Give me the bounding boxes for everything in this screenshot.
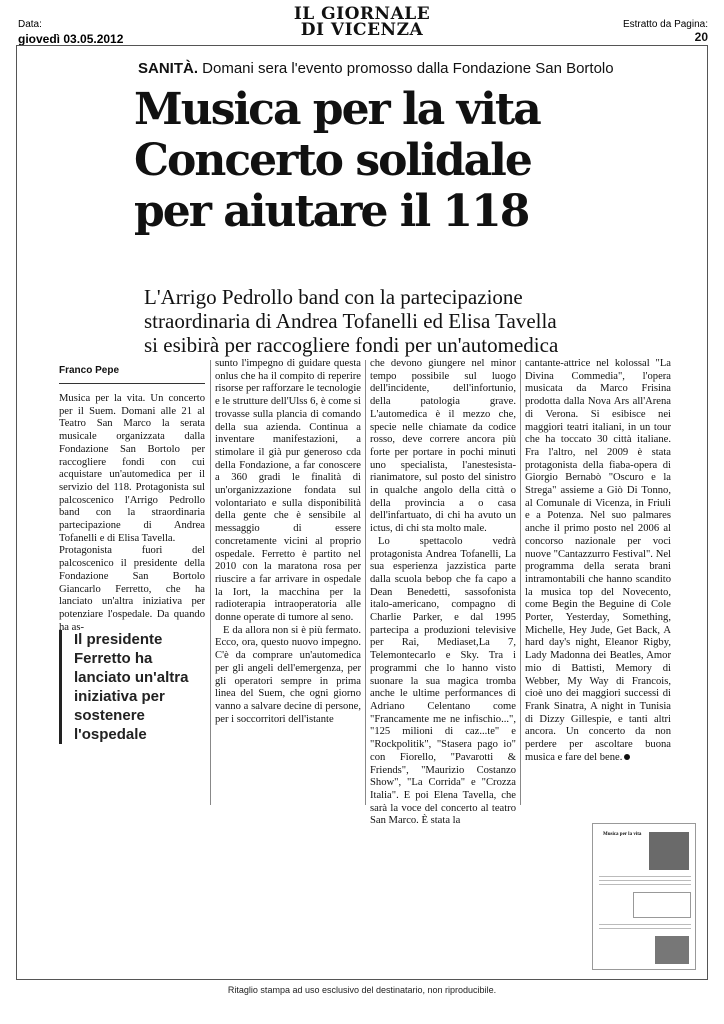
column-divider xyxy=(520,360,521,805)
column-divider xyxy=(365,360,366,805)
footer-disclaimer: Ritaglio stampa ad uso esclusivo del destinatario, non riproducibile. xyxy=(227,985,497,995)
column-2-paragraph: sunto l'impegno di guidare questa onlus che ha il compito di reperire risorse per rafforzare le tecnologie e le strutture dell'Ulss 6, è come si trovasse sulla plancia di comando della sua azienda. Continua a inventare manifestazioni, a stimolare il già pur generoso cda della Fondazione, a far conoscere a 360 gradi le finalità di un'organizzazione fondata sul volontariato e sulla disponibilità della gente che è sensibile al messaggio di essere concretamente vicini al proprio ospedale. Ferretto è partito nel 2010 con la maratona rosa per riuscire a far arrivare in ospedale la Iort, la macchina per la radioterapia intraoperatoria alle donne operate di tumore al seno. xyxy=(215,358,361,624)
end-of-article-icon xyxy=(624,754,630,760)
kicker-section: SANITÀ. xyxy=(138,60,198,77)
headline-line-2: Concerto solidale xyxy=(134,135,531,186)
masthead-line-2: DI VICENZA xyxy=(300,20,424,40)
page-label: Estratto da Pagina: xyxy=(622,19,708,30)
author-byline: Franco Pepe xyxy=(59,365,120,376)
column-4-text: cantante-attrice nel kolossal "La Divina Commedia", l'opera musicata da Marco Frisina prodotta dalla Nova Ars all'Arena di Verona. Si esibisce nei maggiori teatri italiani, in un tour che ha toccato 30 città italiane. Fra l'altro, nel 2009 è stata protagonista della fiaba-opera di Giorgio Bernabò "Oscuro e la Strega" assieme a Giò Di Tonno, al Comunale di Vicenza, in Friuli e a Potenza. Nel suo palmares anche il primo posto nel 2006 al concorso nazionale per voci nuove "Cantazzurro Festival". Nel programma della serata brani intramontabili che hanno scandito la musica top del Novecento, come Begin the Beguine di Cole Porter, Yesterday, Something, Michelle, Hey Jude, Get Back, A hard day's night, Eleanor Rigby, Lady Madonna dei Beatles, Amor mio di Battisti, Memory di Webber, My Way di Francois, cioè uno dei maggiori successi di Frank Sinatra, A night in Tunisia di Dizzy Gillespie, e tanti altri ancora. Un concerto da non perdere per ascoltare buona musica e fare del bene. xyxy=(525,358,671,763)
newspaper-masthead xyxy=(0,6,724,38)
thumbnail-text-line xyxy=(599,928,691,929)
thumbnail-box xyxy=(633,892,691,918)
column-1-paragraph: Protagonista fuori del palcoscenico il presidente della Fondazione San Bortolo Giancarlo Ferretto, che ha lanciato un'altra iniziativa per potenziare l'ospedale. Da quando ha as- xyxy=(59,545,205,633)
thumbnail-text-line xyxy=(599,880,691,881)
column-divider xyxy=(210,360,211,805)
thumbnail-photo xyxy=(655,936,689,964)
column-4-paragraph xyxy=(525,358,671,765)
column-1-paragraph: Musica per la vita. Un concerto per il Suem. Domani alle 21 al Teatro San Marco la serata musicale organizzata dalla Fondazione San Bortolo per raccogliere fondi con cui acquistare un'automedica per il servizio del 118. Protagonista sul palcoscenico l'Arrigo Pedrollo band con la straordinaria partecipazione di Andrea Tofanelli e di Elisa Tavella. xyxy=(59,393,205,544)
article-column-4 xyxy=(525,358,671,765)
byline-divider xyxy=(59,383,205,384)
article-headline xyxy=(134,84,614,237)
column-3-paragraph: che devono giungere nel minor tempo possibile sul luogo dell'incidente, dell'infortunio, della patologia grave. L'automedica è il mezzo che, specie nelle chiamate da codice rosso, deve correre ancora più forte per portare in pochi minuti uno specialista, l'anestesista-rianimatore, sul posto del sinistro in qualche angolo della città o della provincia a o casa dell'infartuato, di chi ha avuto un ictus, di chi sta molto male. xyxy=(370,358,516,535)
thumbnail-text-line xyxy=(599,876,691,877)
issue-date: giovedì 03.05.2012 xyxy=(18,32,124,46)
subhead-line-1: L'Arrigo Pedrollo band con la partecipazione xyxy=(144,285,523,309)
thumbnail-headline: Musica per la vita xyxy=(603,832,642,837)
article-column-2 xyxy=(215,358,361,726)
headline-line-1: Musica per la vita xyxy=(134,84,540,135)
thumbnail-photo xyxy=(649,832,689,870)
column-2-paragraph: E da allora non si è più fermato. Ecco, ora, questo nuovo impegno. C'è da comprare un'automedica per gli angeli dell'emergenza, per gli operatori sempre in prima linea del Suem, che ogni giorno vanno a salvare decine di persone, per i soccorritori dell'istante xyxy=(215,624,361,725)
thumbnail-text-line xyxy=(599,924,691,925)
article-subheadline xyxy=(144,285,614,357)
date-label: Data: xyxy=(18,19,42,30)
subhead-line-2: straordinaria di Andrea Tofanelli ed Elisa Tavella xyxy=(144,309,557,333)
pull-quote: Il presidente Ferretto ha lanciato un'altra iniziativa per sostenere l'ospedale xyxy=(59,630,205,744)
article-column-3 xyxy=(370,358,516,828)
headline-line-3: per aiutare il 118 xyxy=(134,186,529,237)
article-column-1 xyxy=(59,393,205,634)
column-3-paragraph: Lo spettacolo vedrà protagonista Andrea Tofanelli, La sua esperienza jazzistica parte dalla scuola bebop che fa capo a Dean Benedetti, sassofonista italo-americano, compagno di Charlie Parker, e dal 1995 partecipa a produzioni televisive per Rai, Mediaset,La 7, Telemontecarlo e Sky. Tra i programmi che lo hanno visto suonare la sua magica tromba anche le ultime performances di Adriano Celentano come "Francamente me ne infischio...", "125 milioni di caz...te" e "Rockpolitik", "Stasera pago io" con Fiorello, "Pavarotti & Friends", "Maurizio Costanzo Show", "La Corrida" e "Crozza Italia". E poi Elena Tavella, che sarà la voce del concerto al teatro San Marco. È stata la xyxy=(370,535,516,827)
article-kicker xyxy=(138,60,614,77)
kicker-text: Domani sera l'evento promosso dalla Fondazione San Bortolo xyxy=(202,60,614,77)
masthead-line-1: IL GIORNALE xyxy=(293,4,431,24)
page-thumbnail xyxy=(592,823,696,970)
page-number: 20 xyxy=(694,30,708,44)
subhead-line-3: si esibirà per raccogliere fondi per un'automedica xyxy=(144,333,559,357)
thumbnail-text-line xyxy=(599,884,691,885)
